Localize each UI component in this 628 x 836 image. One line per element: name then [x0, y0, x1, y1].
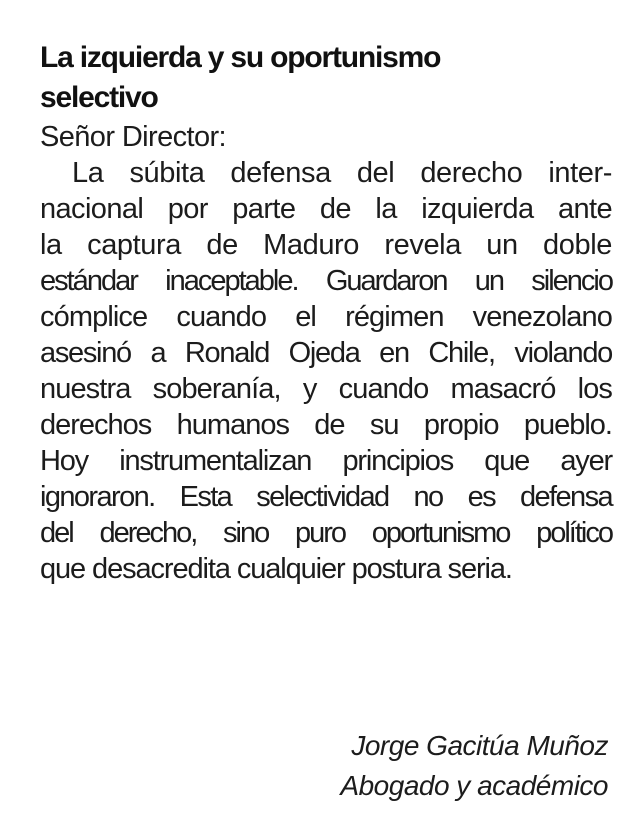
- body-line: nuestra soberanía, y cuando masacró los: [40, 373, 612, 405]
- body-line: nacional por parte de la izquierda ante: [40, 193, 612, 225]
- body-line: estándar inaceptable. Guardaron un silencio: [40, 265, 612, 297]
- author-title: Abogado y académico: [340, 770, 608, 801]
- letter-headline: [40, 38, 612, 118]
- body-line: cómplice cuando el régimen venezolano: [40, 301, 612, 333]
- body-line: derechos humanos de su propio pueblo.: [40, 409, 612, 441]
- letter-body: [40, 155, 612, 587]
- body-line: del derecho, sino puro oportunismo político: [40, 517, 612, 549]
- body-line: La súbita defensa del derecho inter-: [72, 157, 612, 189]
- body-line: ignoraron. Esta selectividad no es defensa: [40, 481, 612, 513]
- headline-line-2: selectivo: [40, 81, 158, 114]
- body-line: que desacredita cualquier postura seria.: [40, 553, 512, 585]
- letter-article: [40, 38, 612, 587]
- body-line: la captura de Maduro revela un doble: [40, 229, 612, 261]
- body-line: Hoy instrumentalizan principios que ayer: [40, 445, 612, 477]
- author-name: Jorge Gacitúa Muñoz: [351, 730, 608, 761]
- letter-salutation: Señor Director:: [40, 121, 227, 153]
- letter-signature: [340, 726, 608, 806]
- headline-line-1: La izquierda y su oportunismo: [40, 41, 441, 74]
- body-line: asesinó a Ronald Ojeda en Chile, violando: [40, 337, 612, 369]
